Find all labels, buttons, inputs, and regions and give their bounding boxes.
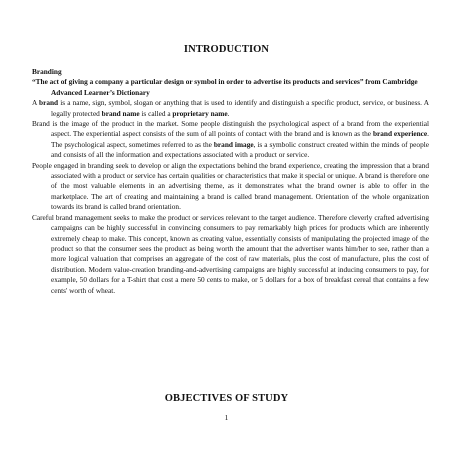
bold-term: brand name	[101, 108, 140, 118]
text-run: , is a symbolic construct created within the minds of people and consists of all the information and expectations associated with a product or service.	[51, 139, 429, 160]
paragraph-brand-image	[32, 119, 429, 161]
paragraph-brand-management: Careful brand management seeks to make the product or services relevant to the target audience. Therefore cleverly crafted advertising campaigns can be highly successful in convincing consumers to pay remarkably high prices for products which are inherently extremely cheap to make. This concept, known as creating value, essentially consists of manipulating the projected image of the product so that the consumer sees the product as being worth the amount that the advertiser wants him/her to see, rather than a more logical valuation that comprises an aggregate of the cost of raw materials, plus the cost of manufacture, plus the cost of distribution. Modern value-creation branding-and-advertising campaigns are highly successful at inducing consumers to pay, for example, 50 dollars for a T-shirt that cost a mere 50 cents to make, or 5 dollars for a box of breakfast cereal that contains a few cents' worth of wheat.	[32, 212, 429, 295]
bold-term: brand image	[213, 139, 254, 149]
section-heading-objectives: OBJECTIVES OF STUDY	[164, 393, 289, 404]
body-text	[32, 67, 429, 296]
page-title: INTRODUCTION	[183, 44, 270, 55]
text-run: is a name, sign, symbol, slogan or anything that is used to identify and distinguish a specific product, service, or business. A legally protected	[51, 98, 429, 118]
text-run: Brand is the image of the product in the market. Some people distinguish the psychological aspect of a brand from the experiential aspect. The experiential aspect consists of the sum of all points of contact with the brand and is known as the	[32, 119, 429, 139]
section-label: Branding	[32, 67, 62, 76]
text-run: . The psychological aspect, sometimes referred to as the	[51, 129, 429, 149]
page-number: 1	[224, 413, 229, 422]
text-run: .	[227, 108, 230, 118]
bold-term: brand	[39, 98, 59, 108]
text-run: is called a	[139, 108, 173, 118]
bold-term: brand experience	[372, 129, 428, 139]
bold-term: proprietary name	[172, 108, 228, 118]
definition-quote: “The act of giving a company a particular design or symbol in order to advertise its products and services” from Cambridge Advanced Learner’s Dictionary	[32, 77, 418, 97]
paragraph-brand-definition	[32, 98, 429, 119]
text-run: A	[32, 98, 40, 108]
paragraph-branding-expectations: People engaged in branding seek to develop or align the expectations behind the brand experience, creating the impression that a brand associated with a product or service has certain qualities or characteristics that make it special or unique. A brand is therefore one of the most valuable elements in an advertising theme, as it demonstrates what the brand owner is able to offer in the marketplace. The art of creating and maintaining a brand is called brand management. Orientation of the whole organization towards its brand is called brand orientation.	[32, 160, 429, 212]
